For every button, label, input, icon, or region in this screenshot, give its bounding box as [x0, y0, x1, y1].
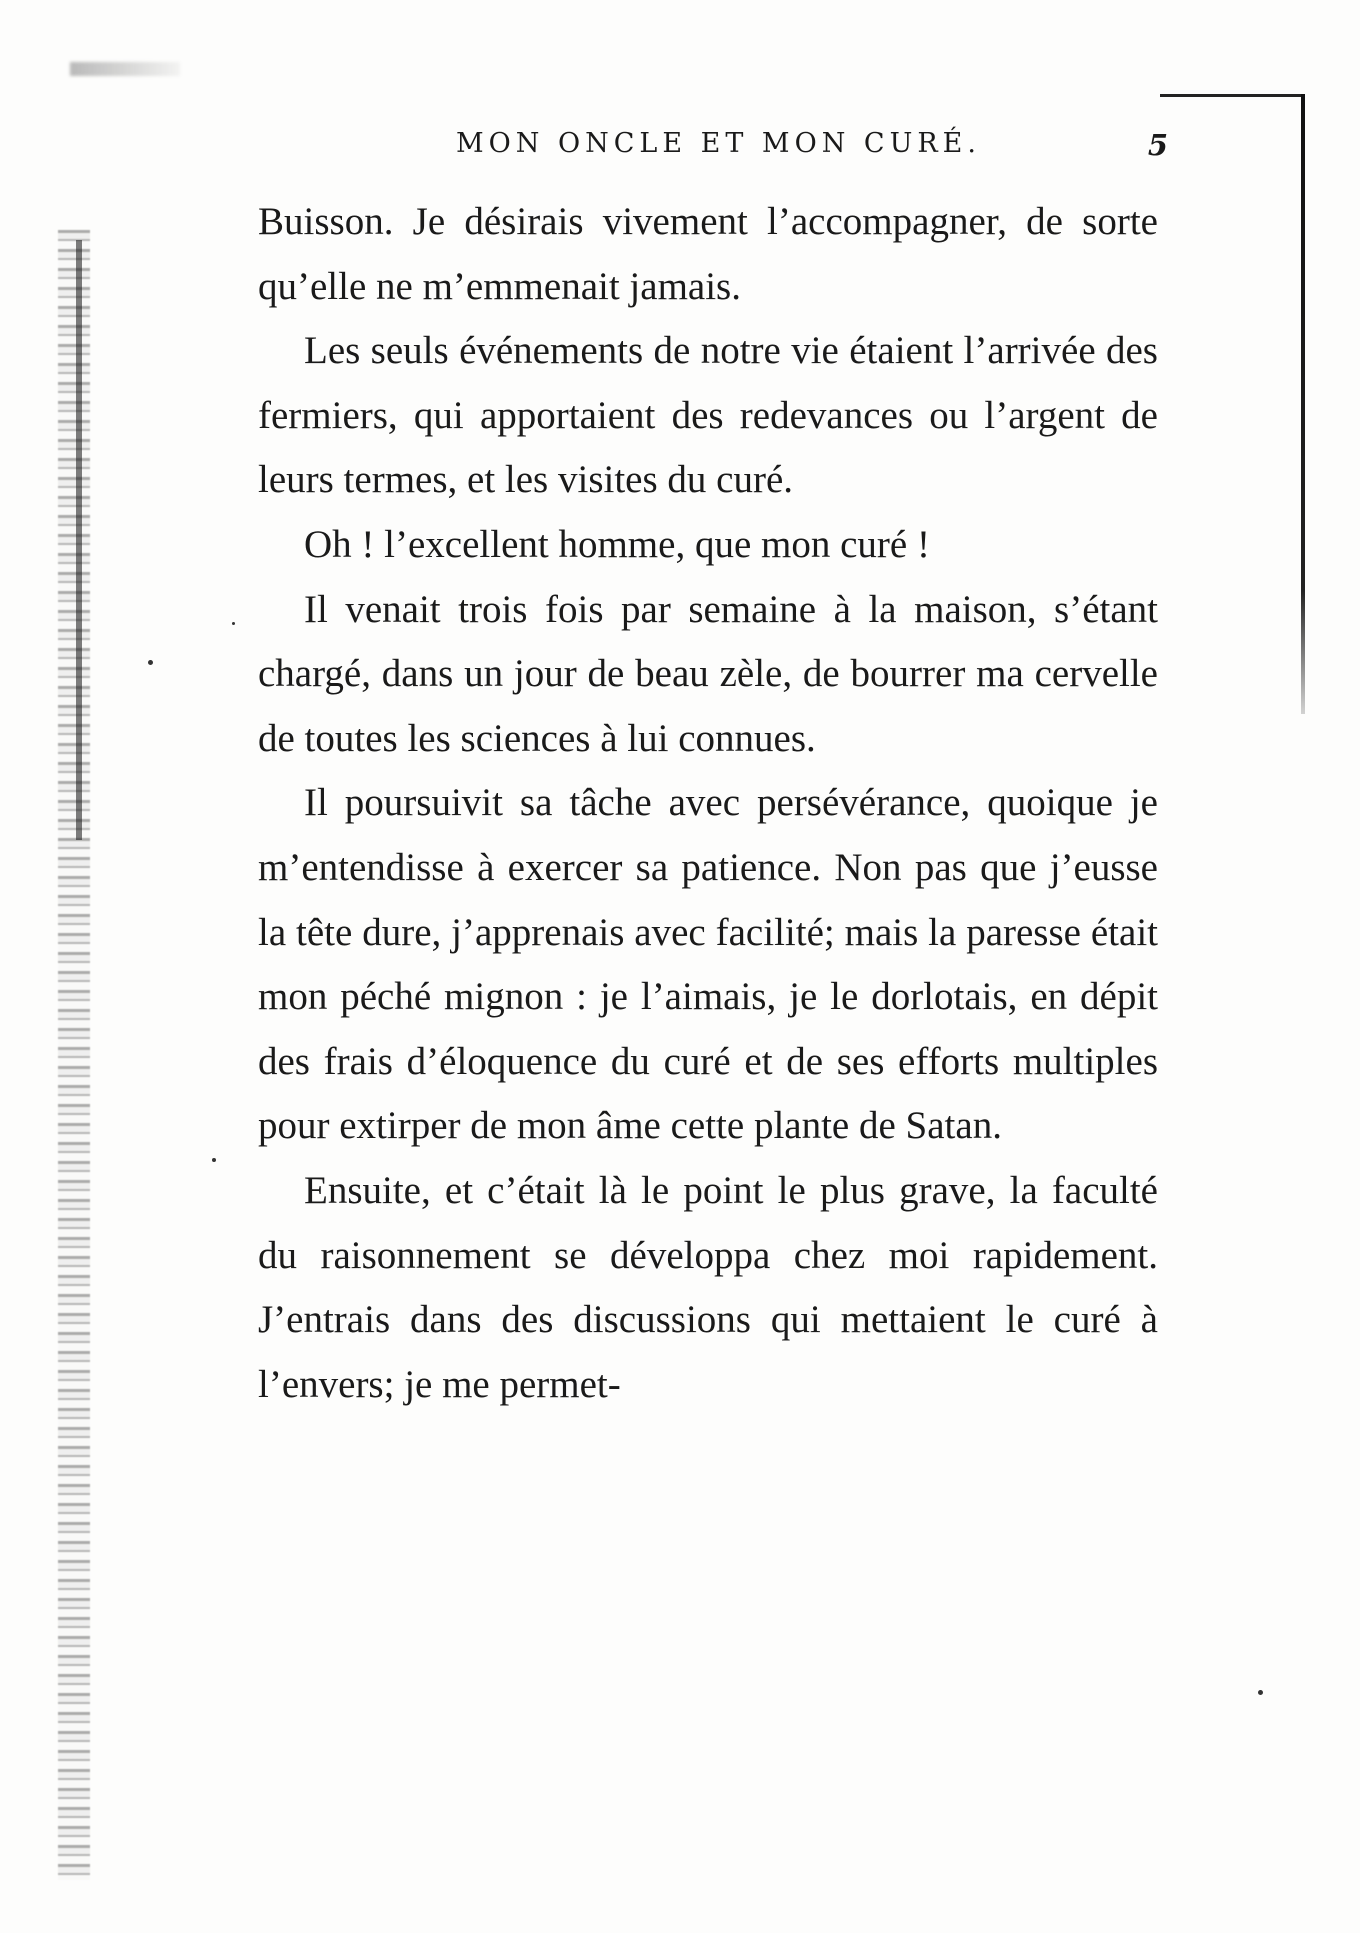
- page-frame-top-rule: [1160, 94, 1305, 97]
- binding-edge-line: [76, 240, 82, 840]
- paragraph: Il venait trois fois par semaine à la maison, s’étant chargé, dans un jour de beau zèle, de bourrer ma cervelle de toutes les sciences à lui connues.: [258, 587, 1158, 760]
- paragraph: Buisson. Je désirais vivement l’accompagner, de sorte qu’elle ne m’emmenait jamais.: [258, 200, 1158, 308]
- page-frame-right-rule: [1301, 94, 1305, 714]
- paragraph: Ensuite, et c’était là le point le plus grave, la faculté du raisonnement se développa chez moi rapidement. J’entrais dans des discussions qui mettaient le curé à l’envers; je me permet-: [258, 1168, 1158, 1406]
- scan-speck: [1258, 1690, 1263, 1695]
- paragraph: Oh ! l’excellent homme, que mon curé !: [304, 522, 930, 566]
- scan-speck: [148, 660, 153, 665]
- paragraph: Il poursuivit sa tâche avec persévérance, quoique je m’entendisse à exercer sa patience. Non pas que j’eusse la tête dure, j’apprenais avec facilité; mais la paresse était mon péché mignon : je l’aimais, je le dorlotais, en dépit des frais d’éloquence du curé et de ses efforts multiples pour extirper de mon âme cette plante de Satan.: [258, 781, 1158, 1148]
- page-number: 5: [1147, 128, 1168, 162]
- paragraph: Les seuls événements de notre vie étaient l’arrivée des fermiers, qui apportaient des redevances ou l’argent de leurs termes, et les visites du curé.: [258, 329, 1158, 502]
- body-text: [258, 190, 1158, 1417]
- binding-edge-shadow: [58, 230, 90, 1880]
- page-header: [258, 128, 1168, 168]
- running-head: MON ONCLE ET MON CURÉ.: [456, 128, 981, 159]
- scan-speck: [212, 1158, 216, 1162]
- scan-speck: [232, 622, 235, 625]
- scan-smudge: [70, 62, 180, 76]
